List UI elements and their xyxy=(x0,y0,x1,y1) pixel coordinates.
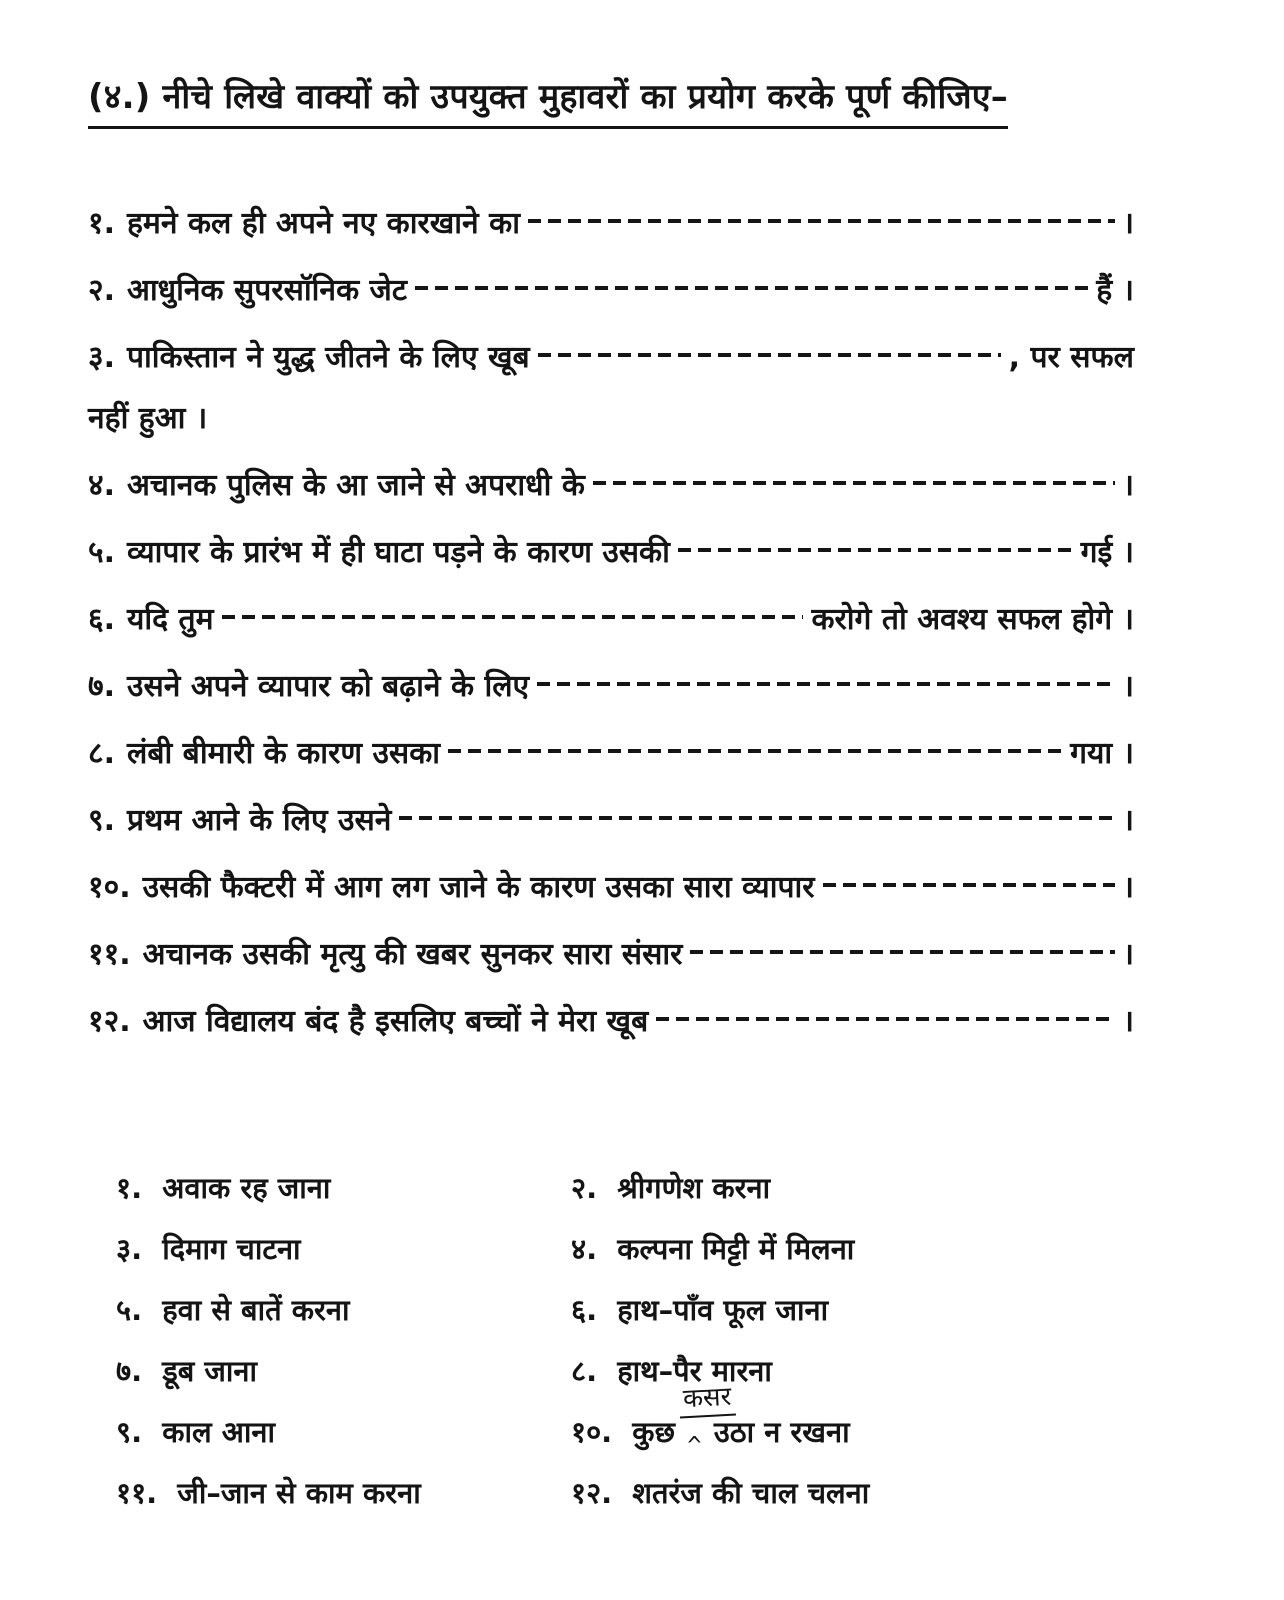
idiom-text: दिमाग चाटना xyxy=(162,1232,301,1266)
sentence-text-before: व्यापार के प्रारंभ में ही घाटा पड़ने के कारण उसकी xyxy=(127,535,670,570)
sentence-number: ११. xyxy=(88,937,131,972)
sentence-text-before: आज विद्यालय बंद है इसलिए बच्चों ने मेरा खूब xyxy=(142,1004,649,1039)
idiom-item-7 xyxy=(116,1351,561,1390)
idiom-item-2 xyxy=(571,1168,1134,1207)
idiom-text: काल आना xyxy=(162,1415,276,1449)
exercise-title: (४.) नीचे लिखे वाक्यों को उपयुक्त मुहावरों का प्रयोग करके पूर्ण कीजिए– xyxy=(88,72,1008,129)
sentence-text-before: हमने कल ही अपने नए कारखाने का xyxy=(127,206,520,241)
sentence-number: ३. xyxy=(88,340,115,375)
idiom-item-4 xyxy=(571,1229,1134,1268)
sentence-line-3-continued: नहीं हुआ । xyxy=(88,401,208,436)
sentence-text-after: । xyxy=(1122,937,1134,972)
sentence-number: ६. xyxy=(88,602,115,637)
sentence-line-9 xyxy=(88,798,1134,839)
sentence-text-before: अचानक उसकी मृत्यु की खबर सुनकर सारा संसार xyxy=(142,937,683,972)
insertion-caret-icon: ^ xyxy=(686,1430,703,1460)
idiom-item-5 xyxy=(116,1290,561,1329)
idiom-list xyxy=(88,1168,1134,1512)
idiom-number: १. xyxy=(116,1171,143,1205)
idiom-number: ७. xyxy=(116,1354,143,1388)
idiom-item-3 xyxy=(116,1229,561,1268)
sentence-list xyxy=(88,201,1134,1040)
idiom-item-10 xyxy=(571,1381,1134,1460)
sentence-text-after: । xyxy=(1122,1004,1134,1039)
sentence-text-before: आधुनिक सुपरसॉनिक जेट xyxy=(127,273,407,308)
idiom-item-9 xyxy=(116,1412,561,1451)
sentence-text-before: उसकी फैक्टरी में आग लग जाने के कारण उसका सारा व्यापार xyxy=(142,870,815,905)
idiom-number: ३. xyxy=(116,1232,143,1266)
sentence-line-3 xyxy=(88,335,1134,376)
sentence-number: २. xyxy=(88,273,115,308)
handwritten-annotation: कसर xyxy=(678,1377,736,1419)
idiom-text: कल्पना मिट्टी में मिलना xyxy=(617,1232,855,1266)
idiom-number: ६. xyxy=(571,1293,598,1327)
sentence-number: ७. xyxy=(88,669,115,704)
sentence-line-1 xyxy=(88,201,1134,242)
sentence-text-before: पाकिस्तान ने युद्ध जीतने के लिए खूब xyxy=(127,340,530,375)
sentence-number: ८. xyxy=(88,736,115,771)
sentence-text-before: प्रथम आने के लिए उसने xyxy=(127,803,392,838)
sentence-text-after: गया । xyxy=(1070,736,1134,771)
idiom-text-before: कुछ xyxy=(632,1415,675,1449)
idiom-text: शतरंज की चाल चलना xyxy=(632,1476,870,1510)
sentence-line-8 xyxy=(88,731,1134,772)
idiom-item-12 xyxy=(571,1473,1134,1512)
sentence-number: १. xyxy=(88,206,115,241)
sentence-text-after: करोगे तो अवश्य सफल होगे । xyxy=(811,602,1134,637)
sentence-text-after: । xyxy=(1122,468,1134,503)
idiom-text: जी–जान से काम करना xyxy=(177,1476,421,1510)
sentence-text-after: हैं । xyxy=(1096,273,1134,308)
idiom-number: ५. xyxy=(116,1293,143,1327)
sentence-text-after: , पर सफल xyxy=(1008,340,1134,375)
idiom-number: २. xyxy=(571,1171,598,1205)
sentence-line-12 xyxy=(88,999,1134,1040)
sentence-text-before: लंबी बीमारी के कारण उसका xyxy=(127,736,441,771)
idiom-number: ४. xyxy=(571,1232,598,1266)
sentence-line-7 xyxy=(88,664,1134,705)
idiom-item-6 xyxy=(571,1290,1134,1329)
sentence-line-4 xyxy=(88,463,1134,504)
sentence-text-after: । xyxy=(1122,206,1134,241)
sentence-text-before: उसने अपने व्यापार को बढ़ाने के लिए xyxy=(127,669,530,704)
idiom-text-after: उठा न रखना xyxy=(713,1415,850,1449)
sentence-number: ४. xyxy=(88,468,115,503)
idiom-number: १०. xyxy=(571,1415,613,1449)
sentence-text-after: । xyxy=(1122,669,1134,704)
sentence-line-10 xyxy=(88,865,1134,906)
idiom-item-1 xyxy=(116,1168,561,1207)
sentence-text-after: । xyxy=(1122,803,1134,838)
sentence-text-before: यदि तुम xyxy=(127,602,214,637)
idiom-number: ११. xyxy=(116,1476,158,1510)
sentence-number: १२. xyxy=(88,1004,131,1039)
sentence-text-after: । xyxy=(1122,870,1134,905)
idiom-item-11 xyxy=(116,1473,561,1512)
sentence-line-5 xyxy=(88,530,1134,571)
idiom-item-8 xyxy=(571,1351,1134,1390)
sentence-text-after: गई । xyxy=(1080,535,1134,570)
idiom-number: ९. xyxy=(116,1415,143,1449)
idiom-number: १२. xyxy=(571,1476,613,1510)
sentence-number: ५. xyxy=(88,535,115,570)
sentence-number: १०. xyxy=(88,870,131,905)
idiom-number: ८. xyxy=(571,1354,598,1388)
sentence-line-6 xyxy=(88,597,1134,638)
sentence-line-2 xyxy=(88,268,1134,309)
idiom-text: हवा से बातें करना xyxy=(162,1293,350,1327)
idiom-text: श्रीगणेश करना xyxy=(617,1171,771,1205)
sentence-line-11 xyxy=(88,932,1134,973)
idiom-text: हाथ–पैर मारना xyxy=(617,1354,772,1388)
sentence-text-before: अचानक पुलिस के आ जाने से अपराधी के xyxy=(127,468,585,503)
idiom-text: हाथ–पाँव फूल जाना xyxy=(617,1293,829,1327)
idiom-text: अवाक रह जाना xyxy=(162,1171,331,1205)
sentence-number: ९. xyxy=(88,803,115,838)
idiom-text: डूब जाना xyxy=(162,1354,258,1388)
